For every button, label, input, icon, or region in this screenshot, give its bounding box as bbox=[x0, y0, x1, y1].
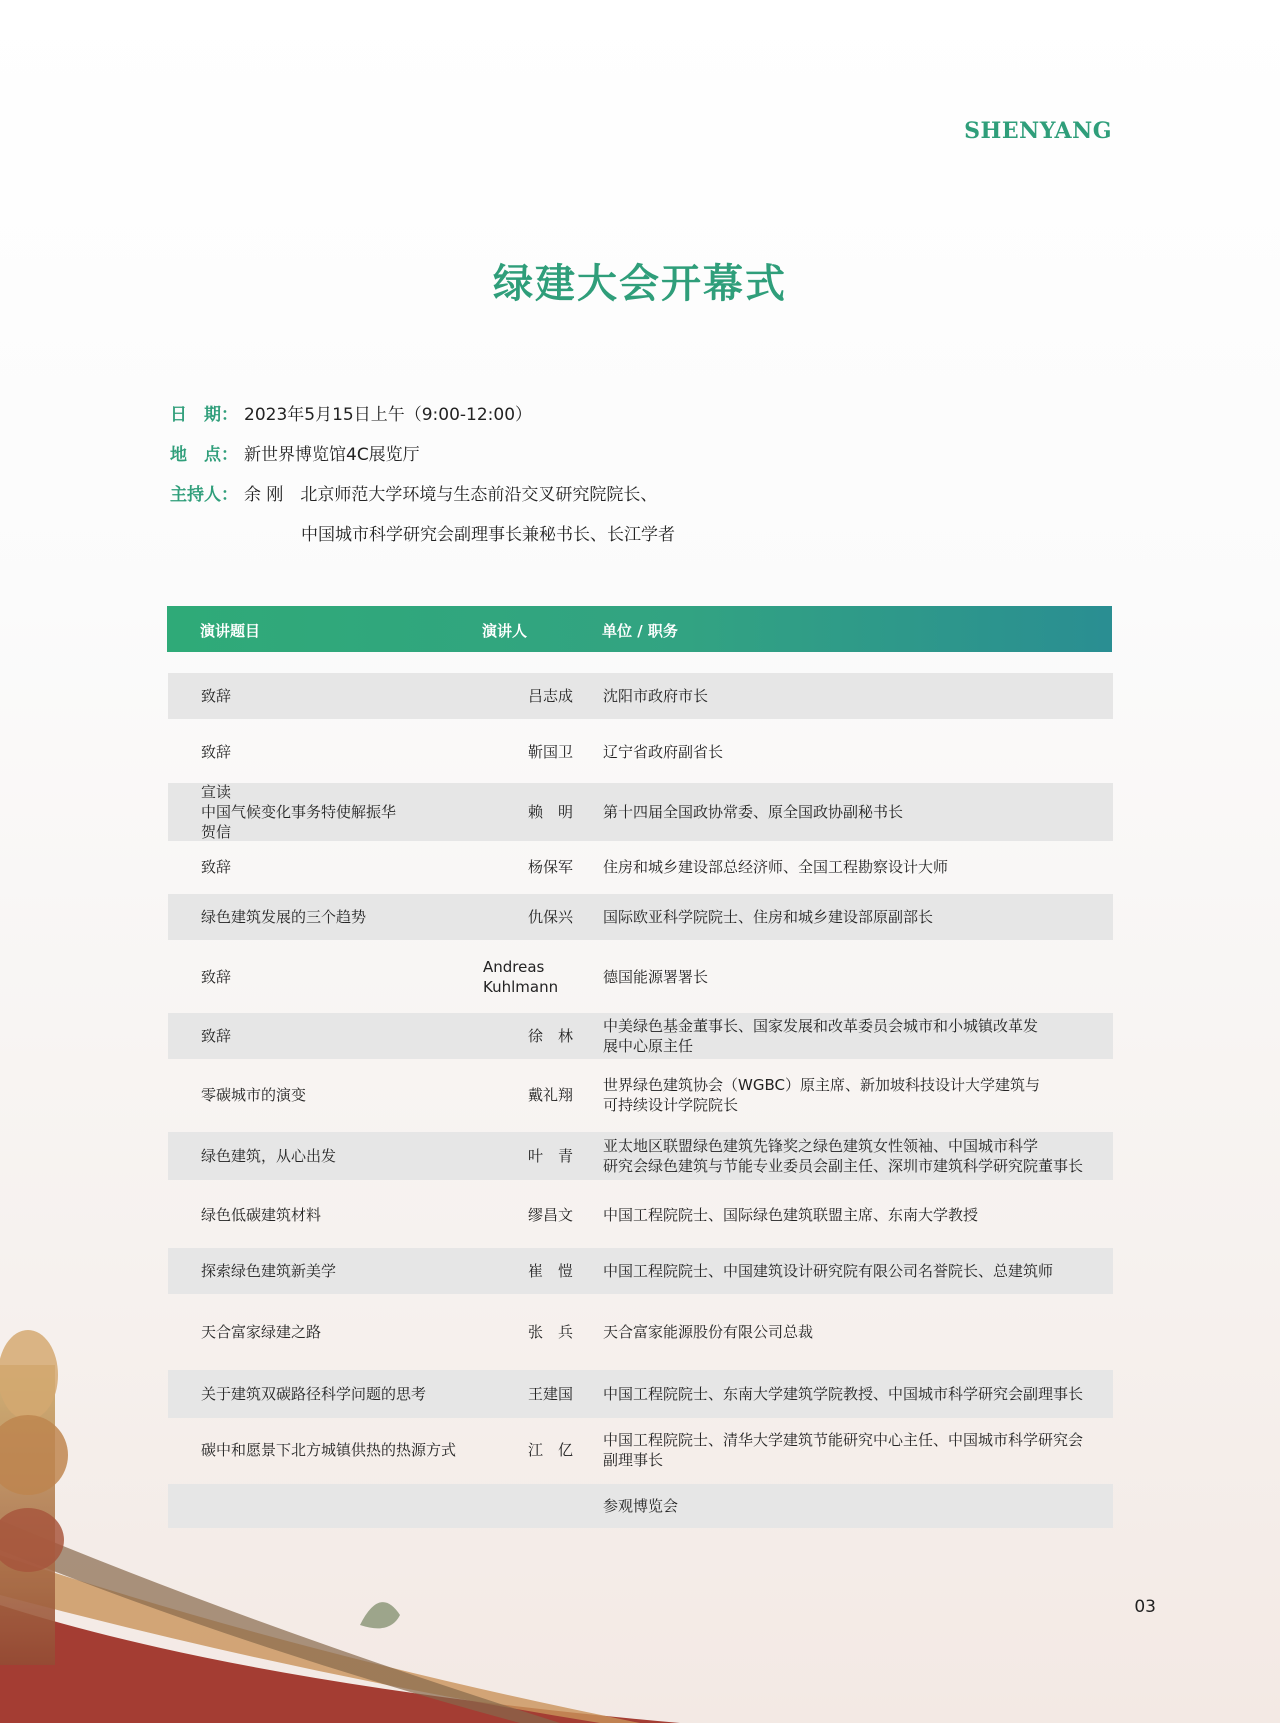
date-row bbox=[170, 392, 675, 432]
row-title: 第十四届全国政协常委、原全国政协副秘书长 bbox=[603, 803, 904, 821]
row-title: 辽宁省政府副省长 bbox=[603, 743, 724, 761]
row-topic: 绿色低碳建筑材料 bbox=[201, 1206, 322, 1224]
row-title: 中美绿色基金董事长、国家发展和改革委员会城市和小城镇改革发 展中心原主任 bbox=[603, 1017, 1039, 1055]
table-row bbox=[168, 843, 1113, 891]
table-row bbox=[168, 1132, 1113, 1180]
table-row bbox=[168, 722, 1113, 782]
row-topic: 致辞 bbox=[201, 968, 232, 986]
table-row bbox=[168, 894, 1113, 940]
row-topic: 零碳城市的演变 bbox=[201, 1086, 307, 1104]
table-row bbox=[168, 1062, 1113, 1128]
row-title: 中国工程院院士、东南大学建筑学院教授、中国城市科学研究会副理事长 bbox=[603, 1385, 1084, 1403]
row-topic: 致辞 bbox=[201, 743, 232, 761]
table-row bbox=[168, 1418, 1113, 1482]
row-title: 中国工程院院士、国际绿色建筑联盟主席、东南大学教授 bbox=[603, 1206, 979, 1224]
page-number: 03 bbox=[1134, 1597, 1156, 1617]
row-title: 德国能源署署长 bbox=[603, 968, 709, 986]
row-speaker: 靳国卫 bbox=[527, 743, 573, 761]
row-title: 中国工程院院士、中国建筑设计研究院有限公司名誉院长、总建筑师 bbox=[603, 1262, 1054, 1280]
brand-logo-text: SHENYANG bbox=[964, 118, 1112, 144]
row-speaker bbox=[483, 1484, 618, 1528]
row-speaker: 叶 青 bbox=[527, 1147, 573, 1165]
row-speaker: 崔 愷 bbox=[527, 1262, 573, 1280]
place-value: 新世界博览馆4C展览厅 bbox=[244, 444, 420, 465]
host-value-line1: 余 刚 北京师范大学环境与生态前沿交叉研究院院长、 bbox=[244, 484, 658, 505]
row-topic: 宣读 中国气候变化事务特使解振华 贺信 bbox=[201, 783, 397, 841]
page-title: 绿建大会开幕式 bbox=[493, 261, 787, 307]
host-row-2 bbox=[170, 512, 675, 552]
row-topic: 致辞 bbox=[201, 1027, 232, 1045]
row-speaker: Andreas Kuhlmann bbox=[483, 958, 559, 996]
date-label: 日 期： bbox=[170, 404, 238, 425]
row-speaker: 赖 明 bbox=[527, 803, 573, 821]
row-speaker: 缪昌文 bbox=[527, 1206, 573, 1224]
row-topic bbox=[201, 1484, 461, 1528]
row-topic: 致辞 bbox=[201, 687, 232, 705]
table-row bbox=[168, 1013, 1113, 1059]
table-row bbox=[168, 1484, 1113, 1528]
place-label: 地 点： bbox=[170, 444, 238, 465]
row-topic: 致辞 bbox=[201, 858, 232, 876]
row-title: 中国工程院院士、清华大学建筑节能研究中心主任、中国城市科学研究会 副理事长 bbox=[603, 1431, 1084, 1469]
row-title: 世界绿色建筑协会（WGBC）原主席、新加坡科技设计大学建筑与 可持续设计学院院长 bbox=[603, 1076, 1040, 1114]
row-topic: 天合富家绿建之路 bbox=[201, 1323, 322, 1341]
table-row bbox=[168, 1296, 1113, 1368]
table-row bbox=[168, 673, 1113, 719]
host-value-line2: 中国城市科学研究会副理事长兼秘书长、长江学者 bbox=[301, 524, 675, 545]
host-label: 主持人： bbox=[170, 484, 238, 505]
table-header bbox=[167, 606, 1112, 652]
row-speaker: 王建国 bbox=[527, 1385, 573, 1403]
event-info bbox=[170, 392, 675, 552]
row-title: 住房和城乡建设部总经济师、全国工程勘察设计大师 bbox=[603, 858, 949, 876]
row-topic: 关于建筑双碳路径科学问题的思考 bbox=[201, 1385, 427, 1403]
row-speaker: 张 兵 bbox=[527, 1323, 573, 1341]
row-title: 天合富家能源股份有限公司总裁 bbox=[603, 1323, 814, 1341]
table-row bbox=[168, 1248, 1113, 1294]
row-topic: 绿色建筑，从心出发 bbox=[201, 1147, 337, 1165]
table-row bbox=[168, 1184, 1113, 1246]
row-topic: 碳中和愿景下北方城镇供热的热源方式 bbox=[201, 1441, 457, 1459]
row-speaker: 杨保军 bbox=[527, 858, 573, 876]
row-speaker: 戴礼翔 bbox=[527, 1086, 573, 1104]
row-title: 国际欧亚科学院院士、住房和城乡建设部原副部长 bbox=[603, 908, 934, 926]
date-value: 2023年5月15日上午（9:00-12:00） bbox=[244, 404, 533, 425]
row-speaker: 仇保兴 bbox=[527, 908, 573, 926]
header-title: 单位 / 职务 bbox=[602, 622, 678, 640]
table-row bbox=[168, 783, 1113, 841]
row-topic: 绿色建筑发展的三个趋势 bbox=[201, 908, 367, 926]
row-speaker: 江 亿 bbox=[527, 1441, 573, 1459]
row-speaker: 吕志成 bbox=[527, 687, 573, 705]
header-speaker: 演讲人 bbox=[482, 622, 528, 640]
table-row bbox=[168, 1370, 1113, 1418]
row-title: 亚太地区联盟绿色建筑先锋奖之绿色建筑女性领袖、中国城市科学 研究会绿色建筑与节能专业委员会副主任、深圳市建筑科学研究院董事长 bbox=[603, 1137, 1084, 1175]
header-topic: 演讲题目 bbox=[200, 622, 261, 640]
row-topic: 探索绿色建筑新美学 bbox=[201, 1262, 337, 1280]
row-speaker: 徐 林 bbox=[527, 1027, 573, 1045]
row-title: 参观博览会 bbox=[603, 1497, 679, 1515]
host-row bbox=[170, 472, 675, 512]
table-row bbox=[168, 945, 1113, 1009]
row-title: 沈阳市政府市长 bbox=[603, 687, 709, 705]
place-row bbox=[170, 432, 675, 472]
